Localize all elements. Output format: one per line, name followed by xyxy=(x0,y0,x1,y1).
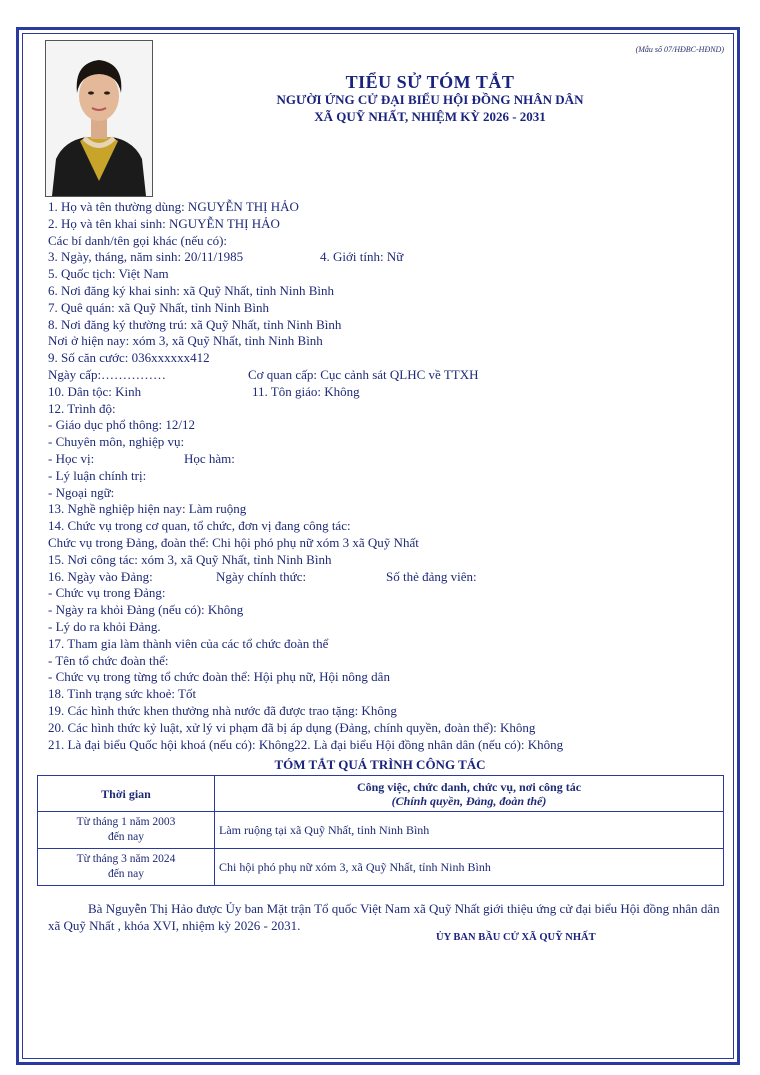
table-header-row xyxy=(38,776,724,812)
field-workplace: 15. Nơi công tác: xóm 3, xã Quỹ Nhất, tỉnh Ninh Bình xyxy=(48,551,332,567)
field-hometown: 7. Quê quán: xã Quỹ Nhất, tỉnh Ninh Bình xyxy=(48,299,269,315)
field-professional: - Chuyên môn, nghiệp vụ: xyxy=(48,434,185,450)
closing-statement: Bà Nguyễn Thị Hảo được Ủy ban Mặt trận Tổ quốc Việt Nam xã Quỹ Nhất giới thiệu ứng cử đại biểu Hội đồng nhân dân xã Quỹ Nhất , khóa XVI, nhiệm kỳ 2026 - 2031. xyxy=(48,901,720,933)
form-number: (Mẫu số 07/HĐBC-HĐND) xyxy=(635,45,724,54)
work-history-title: TÓM TẮT QUÁ TRÌNH CÔNG TÁC xyxy=(274,757,486,772)
field-organization-role: - Chức vụ trong từng tổ chức đoàn thể: Hội phụ nữ, Hội nông dân xyxy=(48,669,390,685)
field-party-card-number: Số thẻ đảng viên: xyxy=(386,568,477,584)
document-subtitle-1: NGƯỜI ỨNG CỬ ĐẠI BIỂU HỘI ĐỒNG NHÂN DÂN xyxy=(276,92,584,107)
field-religion: 11. Tôn giáo: Không xyxy=(252,383,360,399)
field-awards: 19. Các hình thức khen thưởng nhà nước đã được trao tặng: Không xyxy=(48,702,397,718)
field-date-of-birth: 3. Ngày, tháng, năm sinh: 20/11/1985 xyxy=(48,249,244,265)
table-cell-work: Làm ruộng tại xã Quỹ Nhất, tỉnh Ninh Bình xyxy=(215,812,724,849)
field-nationality: 5. Quốc tịch: Việt Nam xyxy=(48,266,169,282)
field-party-join-date: 16. Ngày vào Đảng: xyxy=(48,568,153,584)
field-political-theory: - Lý luận chính trị: xyxy=(48,467,147,483)
field-general-education: - Giáo dục phổ thông: 12/12 xyxy=(48,417,195,433)
field-academic-title: Học hàm: xyxy=(184,450,235,466)
work-history-table xyxy=(37,775,724,886)
column-header-work-line2: (Chính quyền, Đảng, đoàn thể) xyxy=(391,793,547,808)
table-cell-time xyxy=(38,849,215,886)
field-row-dob-gender xyxy=(48,249,738,266)
field-degree: - Học vị: xyxy=(48,450,95,466)
signer-committee: ỦY BAN BẦU CỬ XÃ QUỸ NHẤT xyxy=(436,932,596,943)
field-aliases: Các bí danh/tên gọi khác (nếu có): xyxy=(48,232,228,248)
document-title-block xyxy=(200,74,660,125)
time-start: Từ tháng 3 năm 2024 xyxy=(76,853,176,865)
field-permanent-residence: 8. Nơi đăng ký thường trú: xã Quỹ Nhất, tỉnh Ninh Bình xyxy=(48,316,342,332)
field-education-heading: 12. Trình độ: xyxy=(48,400,116,416)
table-cell-work: Chi hội phó phụ nữ xóm 3, xã Quỹ Nhất, tỉnh Ninh Bình xyxy=(215,849,724,886)
column-header-time: Thời gian xyxy=(38,776,215,812)
field-party-exit-reason: - Lý do ra khỏi Đảng. xyxy=(48,618,161,634)
table-cell-time xyxy=(38,812,215,849)
field-gender: 4. Giới tính: Nữ xyxy=(320,249,404,265)
field-party-role: - Chức vụ trong Đảng: xyxy=(48,585,166,601)
field-party-position: Chức vụ trong Đảng, đoàn thể: Chi hội phó phụ nữ xóm 3 xã Quỹ Nhất xyxy=(48,534,419,550)
time-end: đến nay xyxy=(107,831,145,843)
field-birth-registration: 6. Nơi đăng ký khai sinh: xã Quỹ Nhất, tỉnh Ninh Bình xyxy=(48,282,334,298)
field-position: 14. Chức vụ trong cơ quan, tổ chức, đơn vị đang công tác: xyxy=(48,518,351,534)
field-party-exit-date: - Ngày ra khỏi Đảng (nếu có): Không xyxy=(48,602,244,618)
portrait-photo xyxy=(45,40,153,197)
field-row-id-issue xyxy=(48,367,738,384)
field-birth-name: 2. Họ và tên khai sinh: NGUYỄN THỊ HẢO xyxy=(48,215,280,231)
table-row xyxy=(38,812,724,849)
document-title: TIỂU SỬ TÓM TẮT xyxy=(345,72,515,92)
field-id-number: 9. Số căn cước: 036xxxxxx412 xyxy=(48,350,210,366)
time-end: đến nay xyxy=(107,868,145,880)
field-ethnicity: 10. Dân tộc: Kinh xyxy=(48,383,142,399)
biography-fields xyxy=(48,199,738,753)
time-start: Từ tháng 1 năm 2003 xyxy=(76,816,176,828)
table-row xyxy=(38,849,724,886)
document-subtitle-2: XÃ QUỸ NHẤT, NHIỆM KỲ 2026 - 2031 xyxy=(314,109,546,124)
field-common-name: 1. Họ và tên thường dùng: NGUYỄN THỊ HẢO xyxy=(48,199,299,214)
field-row-degree xyxy=(48,451,738,468)
field-occupation: 13. Nghề nghiệp hiện nay: Làm ruộng xyxy=(48,501,247,517)
field-discipline: 20. Các hình thức kỷ luật, xử lý vi phạm đã bị áp dụng (Đảng, chính quyền, đoàn thể): Không xyxy=(48,719,536,735)
field-health: 18. Tình trạng sức khoẻ: Tốt xyxy=(48,686,197,702)
field-row-ethnicity-religion xyxy=(48,384,738,401)
field-organizations: 17. Tham gia làm thành viên của các tổ chức đoàn thể xyxy=(48,635,329,651)
field-party-official-date: Ngày chính thức: xyxy=(216,568,307,584)
column-header-work-line1: Công việc, chức danh, chức vụ, nơi công tác xyxy=(356,779,582,794)
field-issue-date: Ngày cấp:…………… xyxy=(48,366,167,382)
field-organization-name: - Tên tổ chức đoàn thể: xyxy=(48,652,169,668)
field-issuing-authority: Cơ quan cấp: Cục cảnh sát QLHC về TTXH xyxy=(248,366,479,382)
field-row-party xyxy=(48,569,738,586)
portrait-image xyxy=(46,41,152,196)
field-current-residence: Nơi ở hiện nay: xóm 3, xã Quỹ Nhất, tỉnh Ninh Bình xyxy=(48,333,323,349)
field-delegate-history: 21. Là đại biểu Quốc hội khoá (nếu có): Không22. Là đại biểu Hội đồng nhân dân (nếu có): Không xyxy=(48,736,564,752)
column-header-work xyxy=(215,776,724,812)
field-foreign-language: - Ngoại ngữ: xyxy=(48,484,115,500)
